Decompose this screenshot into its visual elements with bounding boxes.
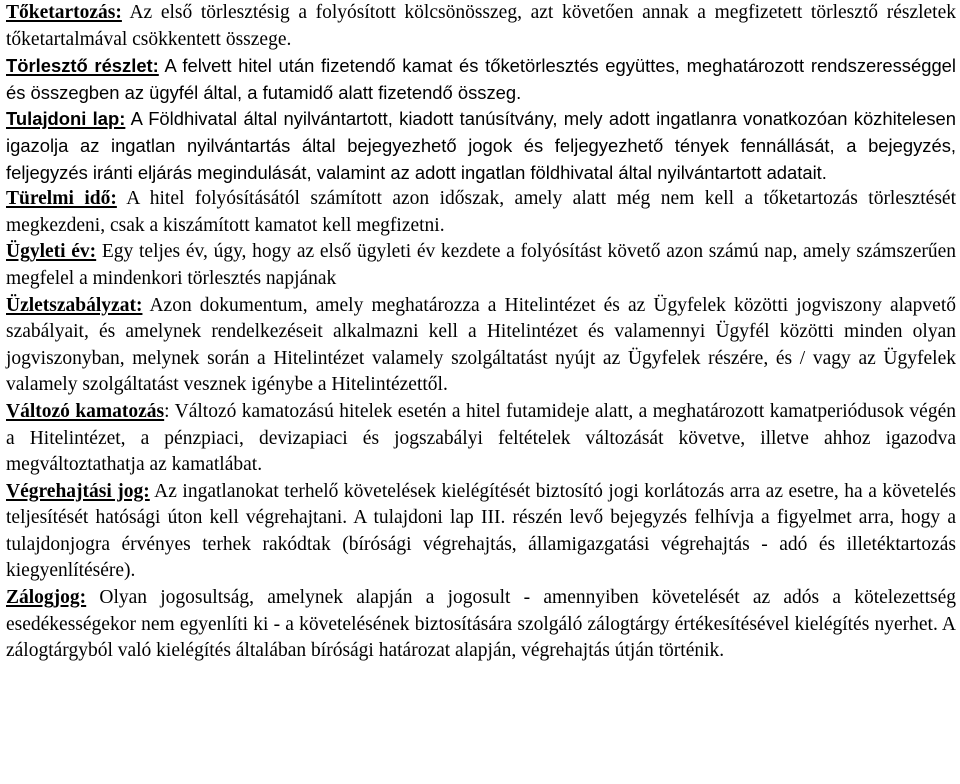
entry-ugyleti-ev xyxy=(6,239,956,292)
entry-torleszto-reszlet xyxy=(6,53,956,106)
term-torleszto-reszlet: Törlesztő részlet: xyxy=(6,55,159,77)
term-zalogjog: Zálogjog: xyxy=(6,587,87,609)
term-tulajdoni-lap: Tulajdoni lap: xyxy=(6,108,126,130)
definition-torleszto-reszlet: A felvett hitel után fizetendő kamat és tőketörlesztés együttes, meghatározott rendszerességgel és összegben az ügyfél által, a futamidő alatt fizetendő összeg. xyxy=(6,55,956,103)
definition-toketartozas: Az első törlesztésig a folyósított kölcsönösszeg, azt követően annak a megfizetett törlesztő részletek tőketartalmával csökkentett összege. xyxy=(6,2,956,50)
term-ugyleti-ev: Ügyleti év: xyxy=(6,241,97,263)
definition-ugyleti-ev: Egy teljes év, úgy, hogy az első ügyleti év kezdete a folyósítást követő azon számú nap, amely számszerűen megfelel a mindenkori törlesztés napjának xyxy=(6,241,956,289)
definition-vegrehajtasi-jog: Az ingatlanokat terhelő követelések kielégítését biztosító jogi korlátozás arra az esetre, ha a követelés teljesítését hatósági úton kell végrehajtani. A tulajdoni lap III. részén levő bejegyzés felhívja a figyelmet arra, hogy a tulajdonjogra érvényes terhek rakódtak (bírósági végrehajtás, államigazgatási végrehajtás - adó és illetéktartozás kiegyenlítésére). xyxy=(6,480,956,582)
definition-turelmi-ido: A hitel folyósításától számított azon időszak, amely alatt még nem kell a tőketartozás törlesztését megkezdeni, csak a kiszámított kamatot kell megfizetni. xyxy=(6,188,956,236)
definition-zalogjog: Olyan jogosultság, amelynek alapján a jogosult - amennyiben követelését az adós a kötelezettség esedékességekor nem egyenlíti ki - a követelésének biztosítására szolgáló zálogtárgy értékesítésével kielégítés nyerhet. A zálogtárgyból való kielégítés általában bírósági határozat alapján, végrehajtás útján történik. xyxy=(6,587,956,662)
entry-valtozo-kamatozas xyxy=(6,399,956,479)
entry-uzletszabalyzat xyxy=(6,293,956,399)
definition-uzletszabalyzat: Azon dokumentum, amely meghatározza a Hitelintézet és az Ügyfelek közötti jogviszony alapvető szabályait, és amelynek rendelkezéseit alkalmazni kell a Hitelintézet és valamennyi Ügyfél közötti minden olyan jogviszonyban, melynek során a Hitelintézet valamely szolgáltatást nyújt az Ügyfelek részére, és / vagy az Ügyfelek valamely szolgáltatást vesznek igénybe a Hitelintézettől. xyxy=(6,294,956,396)
entry-tulajdoni-lap xyxy=(6,106,956,186)
term-turelmi-ido: Türelmi idő: xyxy=(6,188,117,210)
term-toketartozas: Tőketartozás: xyxy=(6,2,122,23)
entry-turelmi-ido xyxy=(6,186,956,239)
term-valtozo-kamatozas: Változó kamatozás xyxy=(6,400,165,422)
term-vegrehajtasi-jog: Végrehajtási jog: xyxy=(6,480,150,502)
entry-zalogjog xyxy=(6,585,956,665)
entry-toketartozas xyxy=(6,0,956,53)
entry-vegrehajtasi-jog xyxy=(6,479,956,585)
definition-tulajdoni-lap: A Földhivatal által nyilvántartott, kiadott tanúsítvány, mely adott ingatlanra vonatkozóan közhitelesen igazolja az ingatlan nyilvántartás által bejegyezhető jogok és feljegyezhető tények fennállását, a bejegyzés, feljegyzés iránti eljárás megindulását, valamint az adott ingatlan földhivatal által nyilvántartott adatait. xyxy=(6,108,956,183)
term-uzletszabalyzat: Üzletszabályzat: xyxy=(6,294,143,316)
definition-valtozo-kamatozas: : Változó kamatozású hitelek esetén a hitel futamideje alatt, a meghatározott kamatperiódusok végén a Hitelintézet, a pénzpiaci, devizapiaci és jogszabályi feltételek változását követve, illetve ahhoz igazodva megváltoztathatja az kamatlábat. xyxy=(6,400,956,476)
